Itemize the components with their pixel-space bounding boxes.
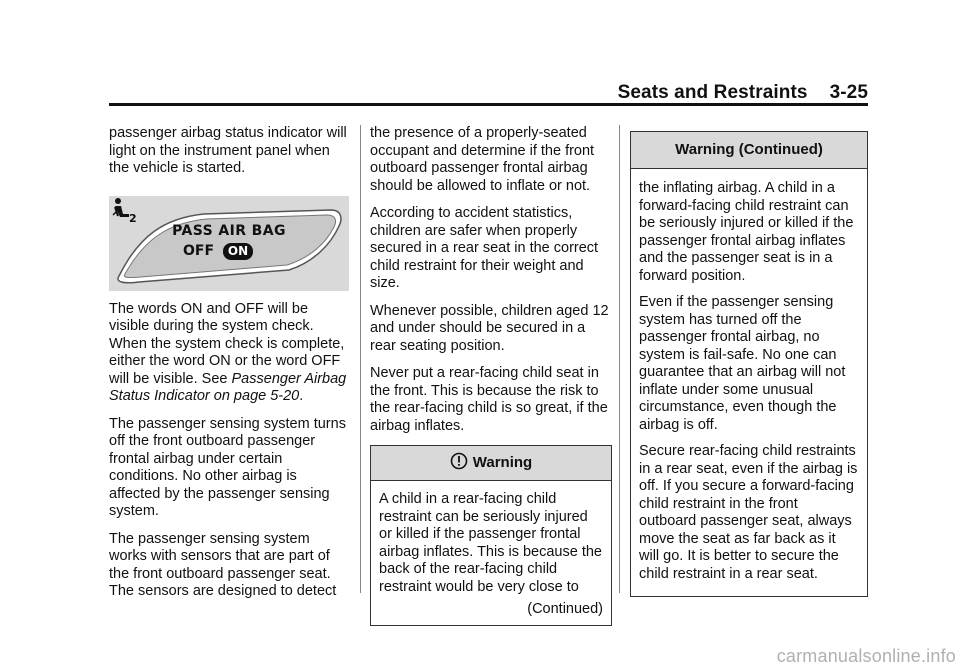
paragraph: the presence of a properly-seated occupant and determine if the front outboard passenger frontal airbag should be allowed to inflate or not. xyxy=(370,125,595,194)
passenger-seat-icon xyxy=(109,196,137,224)
section-title: Seats and Restraints xyxy=(617,82,808,103)
off-label: OFF xyxy=(183,242,215,259)
indicator-lens xyxy=(109,196,349,291)
warning-text: the inflating airbag. A child in a forward-facing child restraint can be seriously injured or killed if the passenger frontal airbag inflates and the passenger seat is in a forward position. xyxy=(639,180,854,284)
paragraph: The words ON and OFF will be visible during the system check. When the system check is complete, either the word ON or the word OFF will be visible. See Passenger Airbag Status Indicator on page 5-20. xyxy=(109,300,347,404)
header-rule xyxy=(109,103,868,106)
pass-air-bag-label: PASS AIR BAG xyxy=(172,222,286,239)
column-divider xyxy=(360,125,361,593)
column-2 xyxy=(370,125,612,626)
svg-text:2: 2 xyxy=(129,211,137,224)
warning-text: Secure rear-facing child restraints in a rear seat, even if the airbag is off. If you secure a forward-facing child restraint in the front outboard passenger seat, always move the seat as far back as it will go. It is better to secure the child restraint in a rear seat. xyxy=(639,443,858,582)
paragraph: Whenever possible, children aged 12 and under should be secured in a rear seating position. xyxy=(370,302,609,354)
airbag-status-indicator-figure xyxy=(109,196,349,291)
warning-continued-body xyxy=(631,169,867,596)
on-label: ON xyxy=(223,243,253,260)
paragraph: Never put a rear-facing child seat in the front. This is because the risk to the rear-facing child is so great, if the airbag inflates. xyxy=(370,365,608,434)
warning-header xyxy=(371,446,611,481)
watermark: carmanualsonline.info xyxy=(776,646,956,666)
column-1 xyxy=(109,125,351,611)
paragraph: According to accident statistics, children are safer when properly secured in a rear seat in the correct child restraint for their weight and size. xyxy=(370,205,599,291)
column-divider xyxy=(619,125,620,593)
warning-box xyxy=(370,445,612,626)
warning-text: A child in a rear-facing child restraint can be seriously injured or killed if the passenger frontal airbag inflates. This is because the back of the rear-facing child restraint would be very close to xyxy=(379,491,603,595)
paragraph: The passenger sensing system works with sensors that are part of the front outboard passenger seat. The sensors are designed to detect xyxy=(109,530,337,599)
warning-continued-header: Warning (Continued) xyxy=(631,132,867,169)
warning-icon xyxy=(450,452,468,470)
warning-title: Warning xyxy=(472,454,533,471)
paragraph: passenger airbag status indicator will light on the instrument panel when the vehicle is started. xyxy=(109,125,347,176)
warning-text: Even if the passenger sensing system has turned off the passenger frontal airbag, no system is fail-safe. No one can guarantee that an airbag will not inflate under some unusual circumstance, even though the airbag is off. xyxy=(639,294,846,433)
cross-reference-link[interactable]: Passenger Airbag Status Indicator on page 5-20 xyxy=(109,370,347,404)
page-number: 3-25 xyxy=(829,82,868,103)
warning-body xyxy=(371,481,611,625)
continued-label: (Continued) xyxy=(527,601,603,617)
page-header xyxy=(600,82,868,104)
column-3 xyxy=(630,131,868,597)
paragraph: The passenger sensing system turns off the front outboard passenger frontal airbag under certain conditions. No other airbag is affected by the passenger sensing system. xyxy=(109,415,346,519)
warning-continued-box xyxy=(630,131,868,597)
